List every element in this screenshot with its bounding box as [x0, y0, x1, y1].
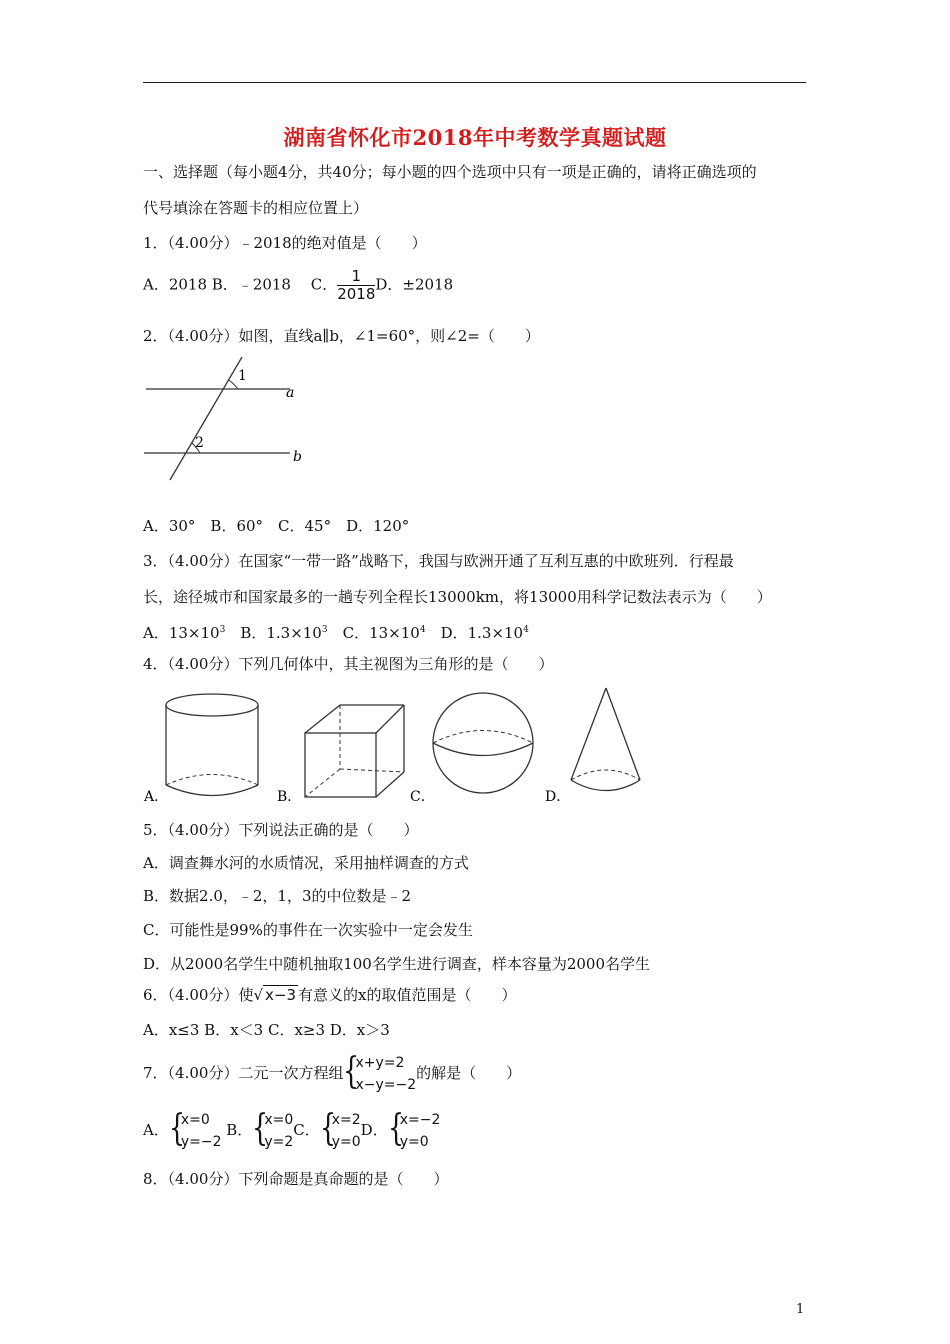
q3-option-c: C．13×10 [327, 624, 420, 642]
page-title: 湖南省怀化市2018年中考数学真题试题 [283, 125, 667, 150]
q3-exp-c: 4 [419, 625, 426, 635]
q7-eq1: x+y=2 [355, 1055, 405, 1071]
q6-radicand: x−3 [265, 986, 297, 1004]
q7-d2: y=0 [399, 1134, 429, 1150]
q3-options [143, 620, 529, 643]
q7-d1: x=−2 [399, 1112, 441, 1128]
q7-c2: y=0 [331, 1134, 361, 1150]
q4-label-a: A． [144, 789, 169, 805]
q8-stem: 8．（4.00分）下列命题是真命题的是（ ） [143, 1170, 449, 1188]
transversal-line [170, 357, 242, 480]
q3-line2: 长，途径城市和国家最多的一趟专列全程长13000km，将13000用科学记数法表示为（ ） [143, 588, 772, 606]
q7-c1: x=2 [331, 1112, 361, 1128]
q2-parallel-lines-figure [140, 352, 320, 487]
q3-option-a: A．13×10 [143, 624, 220, 642]
q4-label-d: D． [545, 789, 571, 805]
q4-stem: 4．（4.00分）下列几何体中，其主视图为三角形的是（ ） [143, 655, 554, 673]
q7-a1: x=0 [180, 1112, 210, 1128]
cone-shape [571, 688, 640, 791]
q1-frac-num: 1 [337, 268, 375, 286]
q4-solids-figure [140, 684, 700, 809]
line-a-label: a [286, 385, 295, 401]
q3-option-d: D．1.3×10 [425, 624, 524, 642]
q6-stem-pre: 6．（4.00分）使 [143, 986, 254, 1004]
q3-line1: 3．（4.00分）在国家“一带一路”战略下，我国与欧洲开通了互利互惠的中欧班列．行程最 [143, 552, 734, 570]
q7-options [143, 1109, 440, 1153]
q5-stem: 5．（4.00分）下列说法正确的是（ ） [143, 821, 419, 839]
q7-stem-pre: 7．（4.00分）二元一次方程组 [143, 1064, 344, 1082]
q7-eq2: x−y=−2 [355, 1077, 417, 1093]
page-number: 1 [796, 1302, 805, 1317]
q7-stem [143, 1052, 521, 1096]
q7-label-c: C． [293, 1121, 320, 1139]
q1-frac-den: 2018 [337, 285, 376, 303]
q7-option-b-system: { x=0 y=2 [252, 1109, 293, 1153]
q1-options-ab: A．2018 B．﹣2018 C． [143, 275, 338, 294]
section-heading-line1: 一、选择题（每小题4分，共40分；每小题的四个选项中只有一项是正确的，请将正确选项的 [143, 163, 757, 181]
q1-stem: 1．（4.00分）﹣2018的绝对值是（ ） [143, 234, 427, 252]
q3-exp-d: 4 [523, 625, 529, 635]
q5-option-c: C．可能性是99%的事件在一次实验中一定会发生 [143, 921, 473, 939]
q7-equation-system: { x+y=2 x−y=−2 [343, 1052, 416, 1096]
q2-options: A．30° B．60° C．45° D．120° [143, 517, 410, 535]
angle-1-label: 1 [238, 368, 247, 384]
q4-label-b: B． [277, 789, 302, 805]
q3-exp-b: 3 [321, 625, 328, 635]
q5-option-d: D．从2000名学生中随机抽取100名学生进行调查，样本容量为2000名学生 [143, 955, 651, 973]
q1-fraction [337, 268, 375, 303]
q4-label-c: C． [410, 789, 435, 805]
q7-option-a-system: { x=0 y=−2 [169, 1109, 222, 1153]
cube-shape [305, 705, 404, 797]
q7-a2: y=−2 [180, 1134, 222, 1150]
q7-label-a: A． [143, 1121, 169, 1139]
angle-2-label: 2 [195, 435, 204, 451]
line-b-label: b [293, 449, 302, 465]
q5-option-b: B．数据2.0，﹣2，1，3的中位数是﹣2 [143, 887, 412, 905]
q3-option-b: B．1.3×10 [225, 624, 322, 642]
q3-exp-a: 3 [219, 625, 226, 635]
q2-stem: 2．（4.00分）如图，直线a∥b，∠1=60°，则∠2=（ ） [143, 327, 540, 345]
q1-options [143, 268, 453, 303]
q1-option-d: D．±2018 [375, 275, 454, 294]
q7-stem-post: 的解是（ ） [416, 1064, 522, 1082]
q6-sqrt: √ x−3 [253, 986, 297, 1004]
q5-option-a: A．调查舞水河的水质情况，采用抽样调查的方式 [143, 854, 469, 872]
header-rule [143, 82, 806, 83]
q6-stem-post: 有意义的x的取值范围是（ ） [298, 986, 517, 1004]
q7-b2: y=2 [264, 1134, 294, 1150]
q6-options: A．x≤3 B．x＜3 C．x≥3 D．x＞3 [143, 1021, 390, 1039]
cylinder-shape [166, 694, 258, 796]
q7-label-d: D． [360, 1121, 388, 1139]
q7-b1: x=0 [264, 1112, 294, 1128]
q7-label-b: B． [226, 1121, 253, 1139]
q6-stem [143, 985, 516, 1005]
q7-option-c-system: { x=2 y=0 [320, 1109, 361, 1153]
section-heading-line2: 代号填涂在答题卡的相应位置上） [143, 199, 369, 217]
sphere-shape [433, 693, 533, 793]
q7-option-d-system: { x=−2 y=0 [388, 1109, 441, 1153]
angle-1-arc [229, 380, 238, 389]
